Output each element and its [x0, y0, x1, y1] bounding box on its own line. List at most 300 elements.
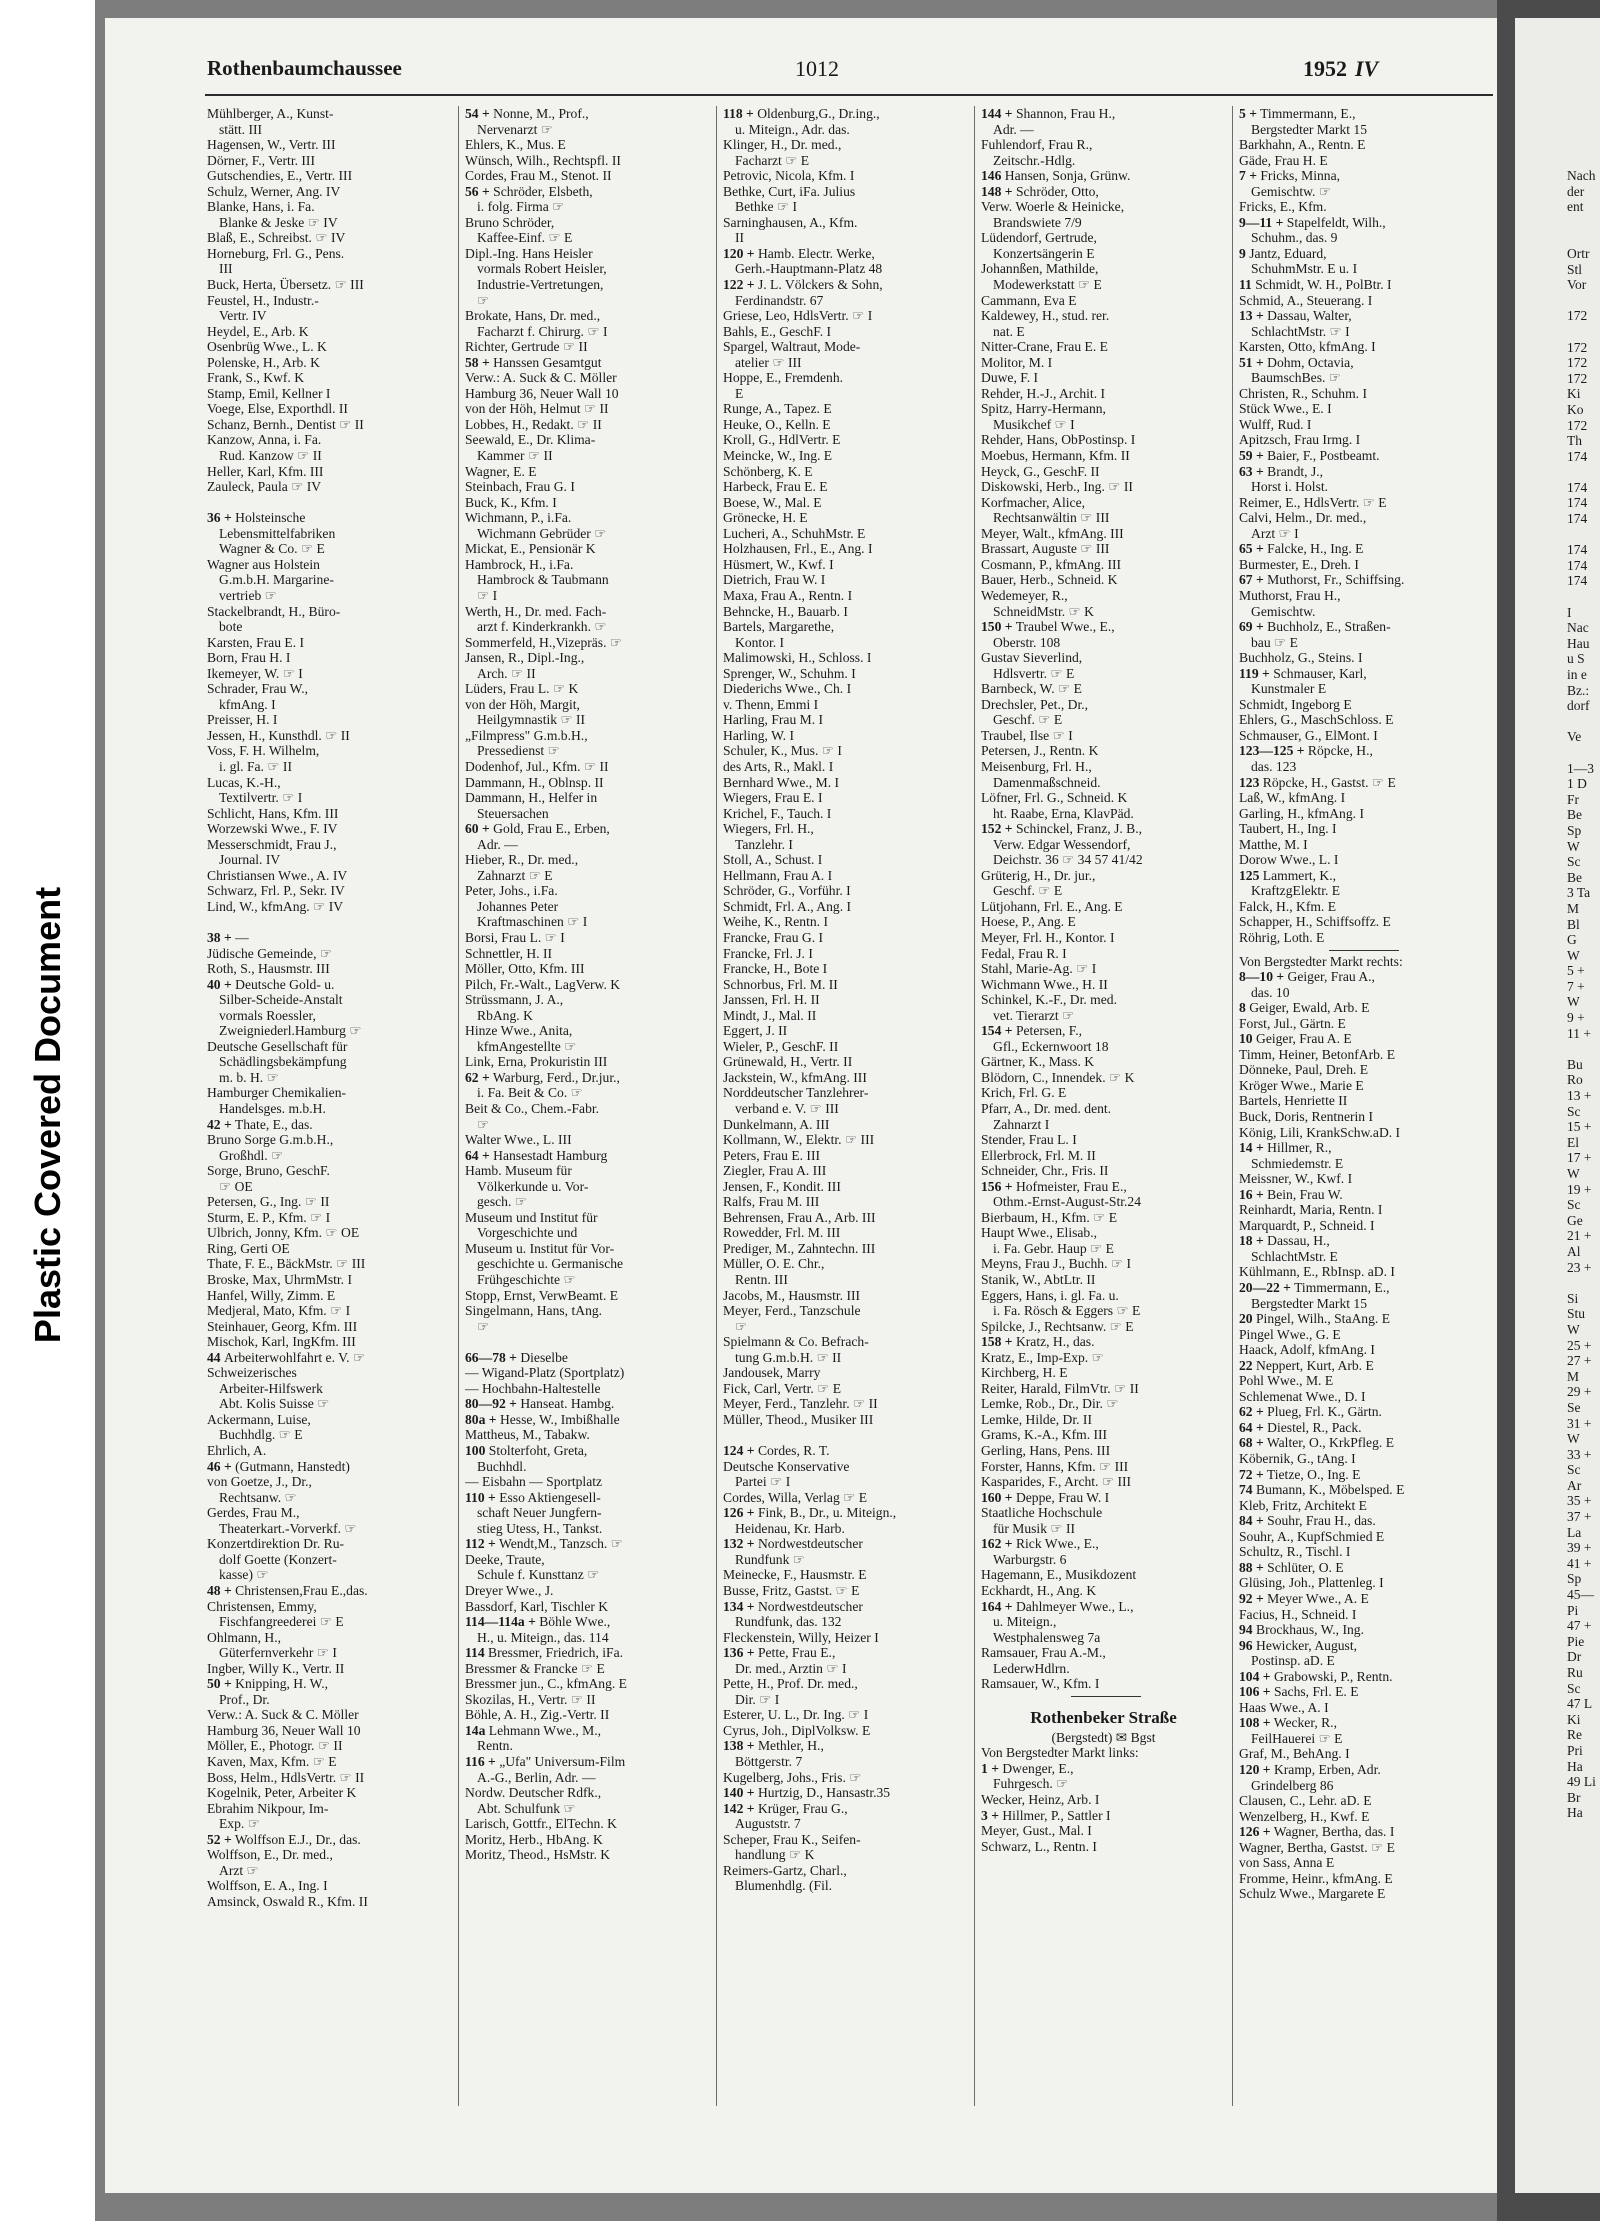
listing-entry: geschichte u. Germanische — [477, 1256, 624, 1272]
listing-entry: nat. E — [993, 323, 1025, 339]
listing-entry: 58 + Hanssen Gesamtgut — [465, 354, 602, 370]
listing-entry: Timm, Heiner, BetonfArb. E — [1239, 1046, 1396, 1062]
edge-fragment: W — [1567, 994, 1580, 1010]
edge-fragment: Ro — [1567, 1072, 1583, 1088]
listing-entry: 114 Bressmer, Friedrich, iFa. — [465, 1645, 624, 1661]
listing-entry: Mühlberger, A., Kunst- — [207, 106, 334, 121]
listing-entry: Gerling, Hans, Pens. III — [981, 1443, 1111, 1459]
listing-entry: Pilch, Fr.-Walt., LagVerw. K — [465, 976, 621, 992]
listing-entry: Gemischtw. ☞ — [1251, 183, 1332, 199]
listing-entry: Müller, Theod., Musiker III — [723, 1411, 874, 1427]
listing-entry: Lebensmittelfabriken — [219, 525, 336, 541]
listing-entry: Clausen, C., Lehr. aD. E — [1239, 1793, 1372, 1809]
listing-entry: Petersen, G., Ing. ☞ II — [207, 1194, 330, 1210]
listing-entry: Hoese, P., Ang. E — [981, 914, 1076, 930]
listing-entry: Staatliche Hochschule — [981, 1505, 1103, 1521]
edge-fragment: Ru — [1567, 1665, 1583, 1680]
listing-entry: von der Höh, Margit, — [465, 696, 580, 712]
listing-entry: Scheper, Frau K., Seifen- — [723, 1831, 861, 1847]
listing-entry: Muthorst, Frau H., — [1239, 587, 1341, 603]
listing-entry: Souhr, A., KupfSchmied E — [1239, 1528, 1385, 1544]
section-rule — [1239, 946, 1484, 954]
listing-entry: 38 + — — [207, 929, 249, 945]
listing-entry: Duwe, F. I — [981, 370, 1039, 386]
listing-entry: Sommerfeld, H.,Vizepräs. ☞ — [465, 634, 623, 650]
listing-entry — [465, 1334, 710, 1350]
edge-fragment — [1567, 464, 1600, 480]
listing-entry: Musikchef ☞ I — [993, 416, 1075, 432]
listing-entry — [207, 495, 452, 511]
listing-entry: Facius, H., Schneid. I — [1239, 1606, 1357, 1622]
listing-entry: Arch. ☞ II — [477, 665, 536, 681]
listing-entry: Kraftmaschinen ☞ I — [477, 914, 588, 930]
listing-entry: Griese, Leo, HdlsVertr. ☞ I — [723, 308, 873, 324]
listing-entry: Fischfangreederei ☞ E — [219, 1614, 344, 1630]
listing-entry: Jensen, F., Kondit. III — [723, 1178, 841, 1194]
listing-entry: Verw. Woerle & Heinicke, — [981, 199, 1125, 215]
page-header-street: Rothenbaumchaussee — [207, 56, 402, 80]
listing-entry: Lucas, K.-H., — [207, 774, 281, 790]
listing-entry: Singelmann, Hans, tAng. — [465, 1303, 603, 1319]
listing-entry: Schröder, G., Vorführ. I — [723, 883, 851, 899]
listing-entry: 120 + Kramp, Erben, Adr. — [1239, 1761, 1381, 1777]
listing-entry: Zeitschr.-Hdlg. — [993, 152, 1076, 168]
listing-entry: 36 + Holsteinsche — [207, 510, 306, 526]
listing-entry: Marquardt, P., Schneid. I — [1239, 1217, 1375, 1233]
listing-entry: Jessen, H., Kunsthdl. ☞ II — [207, 727, 350, 743]
listing-entry: Gutschendies, E., Vertr. III — [207, 168, 353, 184]
listing-entry: Stück Wwe., E. I — [1239, 401, 1332, 417]
listing-entry: 80a + Hesse, W., Imbißhalle — [465, 1411, 620, 1427]
listing-entry: Moritz, Herb., HbAng. K — [465, 1831, 603, 1847]
listing-entry: Burmester, E., Dreh. I — [1239, 556, 1359, 572]
edge-fragment: 45— — [1567, 1587, 1594, 1603]
listing-entry: Rechtsanw. ☞ — [219, 1489, 297, 1505]
listing-entry: Oberstr. 108 — [993, 634, 1061, 650]
listing-entry: Grindelberg 86 — [1251, 1777, 1334, 1793]
listing-entry: 123—125 + Röpcke, H., — [1239, 743, 1373, 759]
listing-entry: Kontor. I — [735, 634, 785, 650]
listing-entry: Worzewski Wwe., F. IV — [207, 821, 338, 837]
listing-entry: stätt. III — [219, 121, 263, 137]
listing-entry: 152 + Schinckel, Franz, J. B., — [981, 821, 1143, 837]
listing-entry: Grams, K.-A., Kfm. III — [981, 1427, 1108, 1443]
listing-entry: Großhdl. ☞ — [219, 1147, 284, 1163]
listing-entry: 154 + Petersen, F., — [981, 1023, 1083, 1039]
listing-entry: Böhle, A. H., Zig.-Vertr. II — [465, 1707, 610, 1723]
listing-entry: Wedemeyer, R., — [981, 587, 1068, 603]
listing-entry: Konzertsängerin E — [993, 245, 1095, 261]
edge-fragment: Nach — [1567, 168, 1596, 183]
listing-entry: 62 + Plueg, Frl. K., Gärtn. — [1239, 1404, 1382, 1420]
edge-fragment: in e — [1567, 667, 1587, 682]
listing-entry: Schönberg, K. E — [723, 463, 813, 479]
listing-entry: Nitter-Crane, Frau E. E — [981, 339, 1108, 355]
listing-entry: i. folg. Firma ☞ — [477, 199, 565, 215]
listing-entry: Frühgeschichte ☞ — [477, 1272, 576, 1288]
listing-entry: Adr. — — [993, 121, 1034, 137]
listing-entry: 65 + Falcke, H., Ing. E — [1239, 541, 1364, 557]
listing-entry: Fricks, E., Kfm. — [1239, 199, 1327, 215]
listing-entry: Wichmann, P., i.Fa. — [465, 510, 572, 526]
listing-entry: SchlachtMstr. ☞ I — [1251, 323, 1350, 339]
listing-entry: Blanke, Hans, i. Fa. — [207, 199, 315, 215]
listing-entry: König, Lili, KrankSchw.aD. I — [1239, 1124, 1401, 1140]
listing-entry: 96 Hewicker, August, — [1239, 1637, 1358, 1653]
listing-entry: Theaterkart.-Vorverkf. ☞ — [219, 1520, 357, 1536]
listing-entry: ☞ — [477, 1318, 490, 1334]
listing-entry: Silber-Scheide-Anstalt — [219, 992, 343, 1008]
listing-entry: 13 + Dassau, Walter, — [1239, 308, 1352, 324]
listing-entry: Deutsche Gesellschaft für — [207, 1038, 348, 1054]
edge-fragment: 174 — [1567, 511, 1588, 527]
listing-entry: Krichel, F., Tauch. I — [723, 805, 832, 821]
listing-entry: Pingel Wwe., G. E — [1239, 1326, 1341, 1342]
listing-entry: Buchholz, G., Steins. I — [1239, 650, 1363, 666]
listing-entry: 9 Jantz, Eduard, — [1239, 245, 1327, 261]
listing-entry: Sorge, Bruno, GeschF. — [207, 1163, 330, 1179]
listing-column-1 — [207, 106, 452, 1909]
listing-entry: Hambrock & Taubmann — [477, 572, 609, 588]
listing-entry: Link, Erna, Prokuristin III — [465, 1054, 608, 1070]
edge-fragment: Sp — [1567, 822, 1582, 838]
listing-entry: Gerdes, Frau M., — [207, 1505, 300, 1521]
edge-fragment: 1—3 — [1567, 760, 1594, 776]
listing-entry: Roth, S., Hausmstr. III — [207, 961, 330, 977]
edge-fragment: Dr — [1567, 1649, 1582, 1665]
adjacent-page-text — [1567, 168, 1600, 1821]
listing-entry: Damenmaßschneid. — [993, 774, 1101, 790]
listing-entry: Dönneke, Paul, Dreh. E — [1239, 1062, 1369, 1078]
listing-entry: BaumschBes. ☞ — [1251, 370, 1341, 386]
edge-fragment: 47 + — [1567, 1618, 1592, 1634]
listing-column-3 — [723, 106, 968, 1894]
listing-entry: Polenske, H., Arb. K — [207, 354, 320, 370]
listing-entry: v. Thenn, Emmi I — [723, 696, 819, 712]
listing-entry: 11 Schmidt, W. H., PolBtr. I — [1239, 277, 1392, 293]
listing-entry: Exp. ☞ — [219, 1816, 260, 1832]
listing-entry: Horneburg, Frl. G., Pens. — [207, 245, 345, 261]
page-header-year — [1303, 56, 1378, 82]
listing-entry: Christen, R., Schuhm. I — [1239, 385, 1368, 401]
listing-entry: 104 + Grabowski, P., Rentn. — [1239, 1668, 1393, 1684]
edge-fragment: Ortr — [1567, 245, 1590, 261]
listing-entry: Nervenarzt ☞ — [477, 121, 553, 137]
listing-entry: Verw.: A. Suck & C. Möller — [207, 1707, 359, 1723]
listing-entry: Vorgeschichte und — [477, 1225, 578, 1241]
listing-entry: 1 + Dwenger, E., — [981, 1760, 1074, 1776]
listing-entry: Kröger Wwe., Marie E — [1239, 1077, 1364, 1093]
listing-entry: Drechsler, Pet., Dr., — [981, 696, 1089, 712]
listing-entry: Reiter, Harald, FilmVtr. ☞ II — [981, 1380, 1139, 1396]
listing-entry: Wecker, Heinz, Arb. I — [981, 1791, 1100, 1807]
edge-fragment — [1567, 1275, 1600, 1291]
listing-entry: Schnorbus, Frl. M. II — [723, 976, 838, 992]
listing-entry: das. 10 — [1251, 984, 1290, 1000]
edge-fragment: W — [1567, 1321, 1580, 1337]
listing-entry: II — [735, 230, 745, 246]
listing-entry: Kaven, Max, Kfm. ☞ E — [207, 1753, 337, 1769]
listing-entry: Bressmer & Francke ☞ E — [465, 1660, 605, 1676]
listing-entry: Hambrock, H., i.Fa. — [465, 556, 574, 572]
listing-entry: Moritz, Theod., HsMstr. K — [465, 1847, 611, 1863]
edge-fragment: W — [1567, 1166, 1580, 1181]
column-divider — [974, 106, 975, 2106]
listing-entry: Möller, Otto, Kfm. III — [465, 961, 585, 977]
listing-entry: Barnbeck, W. ☞ E — [981, 681, 1082, 697]
edge-fragment: M — [1567, 900, 1580, 916]
edge-fragment: 174 — [1567, 573, 1588, 589]
listing-entry: Ebrahim Nikpour, Im- — [207, 1800, 329, 1816]
listing-entry: Reimers-Gartz, Charl., — [723, 1862, 847, 1878]
listing-entry: Cyrus, Joh., DiplVolksw. E — [723, 1722, 871, 1738]
listing-entry: Ikemeyer, W. ☞ I — [207, 665, 303, 681]
listing-entry: Steinbach, Frau G. I — [465, 479, 575, 495]
listing-entry: Broske, Max, UhrmMstr. I — [207, 1272, 352, 1288]
listing-entry: Strüssmann, J. A., — [465, 992, 564, 1008]
listing-entry: Pohl Wwe., M. E — [1239, 1373, 1334, 1389]
listing-entry: Schlicht, Hans, Kfm. III — [207, 805, 339, 821]
listing-entry: Lüders, Frau L. ☞ K — [465, 681, 579, 697]
listing-entry: Kogelnik, Peter, Arbeiter K — [207, 1785, 357, 1801]
listing-entry: Apitzsch, Frau Irmg. I — [1239, 432, 1361, 448]
listing-entry: 112 + Wendt,M., Tanzsch. ☞ — [465, 1536, 623, 1552]
edge-fragment: 174 — [1567, 448, 1588, 464]
listing-entry: Möller, E., Photogr. ☞ II — [207, 1738, 343, 1754]
listing-entry: kfmAngestellte ☞ — [477, 1038, 577, 1054]
edge-fragment: G — [1567, 932, 1577, 948]
listing-entry: Buchhdlg. ☞ E — [219, 1427, 303, 1443]
edge-fragment: M — [1567, 1368, 1580, 1384]
listing-entry: — Eisbahn — Sportplatz — [465, 1474, 603, 1490]
edge-fragment: 174 — [1567, 495, 1588, 511]
listing-entry: Prof., Dr. — [219, 1691, 270, 1707]
listing-column-4 — [981, 106, 1226, 1854]
listing-entry: Kunstmaler E — [1251, 681, 1327, 697]
listing-entry: Maxa, Frau A., Rentn. I — [723, 587, 853, 603]
listing-entry: Korfmacher, Alice, — [981, 494, 1086, 510]
listing-entry: Bernhard Wwe., M. I — [723, 774, 840, 790]
listing-entry: Molitor, M. I — [981, 354, 1053, 370]
listing-entry: Stender, Frau L. I — [981, 1132, 1077, 1148]
listing-entry: Thate, F. E., BäckMstr. ☞ III — [207, 1256, 366, 1272]
listing-entry: Forst, Jul., Gärtn. E — [1239, 1015, 1346, 1031]
edge-fragment: Bz.: — [1567, 682, 1590, 698]
listing-entry: kasse) ☞ — [219, 1567, 269, 1583]
listing-entry: Hellmann, Frau A. I — [723, 867, 833, 883]
listing-entry: bau ☞ E — [1251, 634, 1298, 650]
edge-fragment: Al — [1567, 1243, 1581, 1259]
listing-entry: 60 + Gold, Frau E., Erben, — [465, 821, 610, 837]
listing-entry: Mindt, J., Mal. II — [723, 1007, 817, 1023]
listing-entry: Johannßen, Mathilde, — [981, 261, 1099, 277]
listing-entry: FeilHauerei ☞ E — [1251, 1730, 1343, 1746]
listing-entry: Facharzt ☞ E — [735, 152, 810, 168]
edge-fragment: 47 L — [1567, 1696, 1593, 1712]
listing-entry: gesch. ☞ — [477, 1194, 527, 1210]
edge-fragment: Ki — [1567, 386, 1581, 402]
listing-entry: Jüdische Gemeinde, ☞ — [207, 945, 333, 961]
listing-entry: Stopp, Ernst, VerwBeamt. E — [465, 1287, 619, 1303]
listing-entry: ht. Raabe, Erna, KlavPäd. — [993, 805, 1134, 821]
listing-entry: Hamburg 36, Neuer Wall 10 — [207, 1722, 361, 1738]
listing-entry: Schwarz, L., Rentn. I — [981, 1838, 1097, 1854]
listing-entry: Buck, Doris, Rentnerin I — [1239, 1109, 1374, 1124]
listing-entry: Facharzt f. Chirurg. ☞ I — [477, 323, 608, 339]
listing-entry: Bethke ☞ I — [735, 199, 798, 215]
listing-entry: Skozilas, H., Vertr. ☞ II — [465, 1691, 596, 1707]
edge-fragment: 29 + — [1567, 1384, 1592, 1400]
listing-entry: Heyck, G., GeschF. II — [981, 463, 1100, 479]
edge-fragment — [1567, 293, 1600, 309]
listing-entry: Medjeral, Mato, Kfm. ☞ I — [207, 1303, 351, 1319]
listing-entry: dolf Goette (Konzert- — [219, 1551, 337, 1567]
listing-entry: tung G.m.b.H. ☞ II — [735, 1349, 842, 1365]
listing-entry: Jacobs, M., Hausmstr. III — [723, 1287, 861, 1303]
listing-entry: Karsten, Frau E. I — [207, 634, 305, 650]
listing-entry: Kroll, G., HdlVertr. E — [723, 432, 841, 448]
listing-entry: Beit & Co., Chem.-Fabr. — [465, 1101, 600, 1116]
listing-entry: i. gl. Fa. ☞ II — [219, 758, 292, 774]
listing-entry: 46 + (Gutmann, Hanstedt) — [207, 1458, 350, 1474]
listing-entry: 88 + Schlüter, O. E — [1239, 1559, 1344, 1575]
listing-entry: 40 + Deutsche Gold- u. — [207, 976, 335, 992]
listing-entry: Diederichs Wwe., Ch. I — [723, 681, 852, 697]
listing-entry: Museum u. Institut für Vor- — [465, 1240, 615, 1256]
listing-entry: 125 Lammert, K., — [1239, 867, 1337, 883]
listing-entry: 72 + Tietze, O., Ing. E — [1239, 1466, 1361, 1482]
edge-fragment: 23 + — [1567, 1259, 1592, 1275]
edge-fragment: Ko — [1567, 401, 1584, 417]
listing-entry: Lütjohann, Frl. E., Ang. E — [981, 898, 1123, 914]
listing-entry: Mattheus, M., Tabakw. — [465, 1427, 590, 1443]
listing-entry: 94 Brockhaus, W., Ing. — [1239, 1622, 1364, 1638]
listing-entry — [207, 914, 452, 930]
listing-entry: Barkhahn, A., Rentn. E — [1239, 137, 1366, 153]
listing-entry: Lobbes, H., Redakt. ☞ II — [465, 416, 602, 432]
listing-entry: Textilvertr. ☞ I — [219, 790, 303, 806]
listing-entry: 8 Geiger, Ewald, Arb. E — [1239, 1000, 1370, 1016]
listing-entry: Cosmann, P., kfmAng. III — [981, 556, 1122, 572]
listing-entry: Westphalensweg 7a — [993, 1629, 1101, 1645]
edge-fragment: u S — [1567, 651, 1585, 667]
listing-entry: Ehrlich, A. — [207, 1443, 267, 1459]
listing-entry: SchlachtMstr. E — [1251, 1248, 1338, 1264]
listing-entry: Feustel, H., Industr.- — [207, 292, 319, 308]
listing-entry: Klinger, H., Dr. med., — [723, 137, 842, 153]
listing-entry: 156 + Hofmeister, Frau E., — [981, 1178, 1127, 1194]
listing-entry: 123 Röpcke, H., Gastst. ☞ E — [1239, 774, 1396, 790]
listing-entry: Hagemann, E., Musikdozent — [981, 1567, 1137, 1583]
listing-entry: Francke, Frl. J. I — [723, 945, 813, 961]
listing-entry: Schwarz, Frl. P., Sekr. IV — [207, 883, 345, 899]
listing-entry: Dipl.-Ing. Hans Heisler — [465, 245, 593, 261]
edge-fragment — [1567, 1041, 1600, 1057]
edge-fragment: Ve — [1567, 729, 1582, 745]
listing-entry: Wiegers, Frau E. I — [723, 790, 823, 806]
listing-entry: Gärtner, K., Mass. K — [981, 1054, 1095, 1070]
edge-fragment: Pi — [1567, 1602, 1579, 1618]
listing-entry: Adr. — — [477, 836, 518, 852]
edge-fragment: Sc — [1567, 1462, 1581, 1478]
listing-entry: Abt. Schulfunk ☞ — [477, 1800, 576, 1816]
edge-fragment: 17 + — [1567, 1150, 1592, 1166]
listing-entry: Harbeck, Frau E. E — [723, 479, 828, 495]
listing-entry: Wichmann Wwe., H. II — [981, 976, 1108, 992]
listing-entry: u. Miteign., Adr. das. — [735, 121, 850, 137]
listing-column-5 — [1239, 106, 1484, 1902]
edge-fragment: 41 + — [1567, 1555, 1592, 1571]
listing-entry: Meincke, W., Ing. E — [723, 448, 833, 464]
listing-entry: Fromme, Heinr., kfmAng. E — [1239, 1870, 1393, 1886]
listing-entry: Bressmer jun., C., kfmAng. E — [465, 1676, 627, 1692]
listing-entry: Rowedder, Frl. M. III — [723, 1225, 841, 1241]
listing-entry: Graf, M., BehAng. I — [1239, 1746, 1350, 1762]
listing-entry: Meyer, Ferd., Tanzlehr. ☞ II — [723, 1396, 878, 1412]
listing-entry: Kratz, E., Imp-Exp. ☞ — [981, 1349, 1104, 1365]
listing-entry: Horst i. Holst. — [1251, 479, 1329, 495]
listing-entry: 92 + Meyer Wwe., A. E — [1239, 1590, 1369, 1606]
listing-entry: 138 + Methler, H., — [723, 1738, 824, 1754]
listing-entry: Kanzow, Anna, i. Fa. — [207, 432, 322, 448]
listing-entry: von der Höh, Helmut ☞ II — [465, 401, 609, 417]
listing-entry: Cammann, Eva E — [981, 292, 1077, 308]
edge-fragment: I — [1567, 604, 1572, 620]
listing-entry: Grönecke, H. E — [723, 510, 808, 526]
listing-entry: Hinze Wwe., Anita, — [465, 1023, 573, 1039]
side-label: Plastic Covered Document — [27, 886, 68, 1344]
listing-entry: Partei ☞ I — [735, 1474, 791, 1490]
listing-entry: Bassdorf, Karl, Tischler K — [465, 1598, 609, 1614]
edge-fragment: Bl — [1567, 916, 1580, 932]
listing-entry: Eggers, Hans, i. gl. Fa. u. — [981, 1287, 1119, 1303]
listing-entry: Holzhausen, Frl., E., Ang. I — [723, 541, 873, 557]
listing-entry: 44 Arbeiterwohlfahrt e. V. ☞ — [207, 1349, 366, 1365]
edge-fragment: Nac — [1567, 620, 1589, 636]
listing-entry: Schlemenat Wwe., D. I — [1239, 1388, 1366, 1404]
listing-entry: von Goetze, J., Dr., — [207, 1474, 312, 1490]
listing-entry: Warburgstr. 6 — [993, 1551, 1067, 1567]
listing-entry: 63 + Brandt, J., — [1239, 463, 1324, 479]
listing-entry: Haupt Wwe., Elisab., — [981, 1225, 1098, 1241]
listing-entry: 110 + Esso Aktiengesell- — [465, 1489, 601, 1505]
listing-entry: Schmauser, G., ElMont. I — [1239, 727, 1378, 743]
listing-entry: RbAng. K — [477, 1007, 533, 1023]
listing-entry: Ackermann, Luise, — [207, 1411, 311, 1427]
listing-entry: Frank, S., Kwf. K — [207, 370, 305, 386]
listing-entry: Taubert, H., Ing. I — [1239, 821, 1337, 837]
listing-entry: 69 + Buchholz, E., Straßen- — [1239, 619, 1391, 635]
edge-fragment: Sc — [1567, 854, 1581, 870]
edge-fragment: 39 + — [1567, 1540, 1592, 1556]
listing-entry: Ohlmann, H., — [207, 1629, 282, 1645]
column-divider — [716, 106, 717, 2106]
listing-entry: Walter Wwe., L. III — [465, 1132, 572, 1148]
listing-entry: Fleckenstein, Willy, Heizer I — [723, 1629, 879, 1645]
listing-entry: Peters, Frau E. III — [723, 1147, 821, 1163]
edge-fragment: dorf — [1567, 698, 1590, 714]
listing-entry: A.-G., Berlin, Adr. — — [477, 1769, 596, 1785]
listing-entry: Sarninghausen, A., Kfm. — [723, 214, 858, 230]
listing-entry: Ellerbrock, Frl. M. II — [981, 1147, 1096, 1163]
listing-entry: 59 + Baier, F., Postbeamt. — [1239, 448, 1380, 464]
edge-fragment — [1567, 215, 1600, 231]
listing-entry: Wichmann Gebrüder ☞ — [477, 525, 607, 541]
listing-entry: Schweizerisches — [207, 1365, 297, 1381]
listing-entry: Geschf. ☞ E — [993, 712, 1063, 728]
listing-entry: 162 + Rick Wwe., E., — [981, 1536, 1099, 1552]
listing-entry: Boese, W., Mal. E — [723, 494, 822, 510]
